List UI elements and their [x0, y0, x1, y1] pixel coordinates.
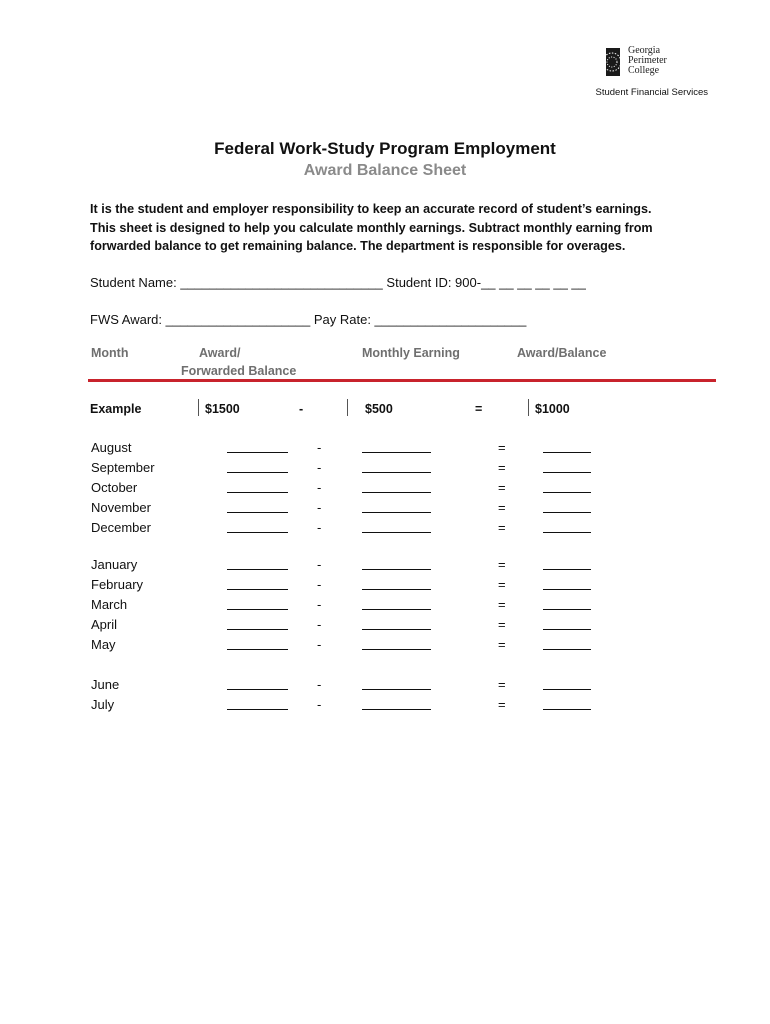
award-forwarded-blank[interactable] [227, 460, 288, 473]
equals-sign: = [498, 597, 506, 612]
month-label: December [91, 520, 151, 535]
month-label: September [91, 460, 155, 475]
award-balance-blank[interactable] [543, 617, 591, 630]
table-row [0, 440, 770, 460]
award-forwarded-blank[interactable] [227, 697, 288, 710]
minus-sign: - [317, 577, 322, 592]
minus-sign: - [317, 597, 322, 612]
column-divider [347, 399, 348, 416]
month-label: May [91, 637, 116, 652]
table-row [0, 520, 770, 540]
award-forwarded-blank[interactable] [227, 637, 288, 650]
monthly-earning-blank[interactable] [362, 480, 431, 493]
award-balance-blank[interactable] [543, 677, 591, 690]
table-row [0, 697, 770, 717]
minus-sign: - [317, 520, 322, 535]
award-balance-blank[interactable] [543, 637, 591, 650]
award-balance-blank[interactable] [543, 440, 591, 453]
award-forwarded-blank[interactable] [227, 597, 288, 610]
minus-sign: - [317, 697, 322, 712]
month-label: April [91, 617, 118, 632]
award-balance-blank[interactable] [543, 500, 591, 513]
award-forwarded-blank[interactable] [227, 520, 288, 533]
minus-sign: - [317, 500, 322, 515]
minus-sign: - [317, 637, 322, 652]
award-forwarded-blank[interactable] [227, 577, 288, 590]
equals-sign: = [498, 637, 506, 652]
student-info-line [90, 275, 586, 290]
equals-sign: = [498, 577, 506, 592]
logo-line-3: College [628, 65, 660, 76]
table-row [0, 480, 770, 500]
intro-line-1: It is the student and employer responsibility to keep an accurate record of student’s earnings. [90, 202, 652, 216]
intro-line-3: forwarded balance to get remaining balance. The department is responsible for overages. [90, 239, 626, 253]
logo-line-1: Georgia [628, 45, 661, 56]
award-info-line [90, 312, 526, 327]
minus-sign: - [317, 677, 322, 692]
award-balance-blank[interactable] [543, 577, 591, 590]
equals-sign: = [498, 500, 506, 515]
college-logo-text [628, 46, 667, 76]
header-month: Month [91, 346, 129, 360]
monthly-earning-blank[interactable] [362, 577, 431, 590]
month-label: February [91, 577, 144, 592]
month-label: July [91, 697, 115, 712]
logo-line-2: Perimeter [628, 55, 667, 66]
example-balance: $1000 [535, 402, 570, 416]
month-label: June [91, 677, 120, 692]
equals-sign: = [498, 520, 506, 535]
table-row [0, 460, 770, 480]
award-balance-blank[interactable] [543, 520, 591, 533]
student-name-field[interactable]: Student Name: ____________________________ [90, 275, 383, 290]
table-row [0, 677, 770, 697]
award-forwarded-blank[interactable] [227, 677, 288, 690]
award-forwarded-blank[interactable] [227, 500, 288, 513]
intro-line-2: This sheet is designed to help you calculate monthly earnings. Subtract monthly earning from [90, 220, 653, 235]
header-monthly-earning: Monthly Earning [362, 346, 460, 360]
equals-sign: = [498, 480, 506, 495]
equals-sign: = [498, 460, 506, 475]
example-equals: = [475, 402, 483, 416]
minus-sign: - [317, 460, 322, 475]
minus-sign: - [317, 557, 322, 572]
equals-sign: = [498, 557, 506, 572]
month-label: March [91, 597, 128, 612]
column-divider [528, 399, 529, 416]
equals-sign: = [498, 617, 506, 632]
student-id-field[interactable]: Student ID: 900-__ __ __ __ __ __ [386, 275, 586, 290]
monthly-earning-blank[interactable] [362, 440, 431, 453]
example-award: $1500 [205, 402, 240, 416]
equals-sign: = [498, 677, 506, 692]
monthly-earning-blank[interactable] [362, 637, 431, 650]
minus-sign: - [317, 617, 322, 632]
month-label: November [91, 500, 151, 515]
award-forwarded-blank[interactable] [227, 617, 288, 630]
award-balance-blank[interactable] [543, 697, 591, 710]
intro-paragraph [90, 200, 690, 256]
department-name: Student Financial Services [595, 87, 708, 98]
example-label: Example [90, 402, 142, 416]
minus-sign: - [317, 480, 322, 495]
header-award-line1: Award/ [199, 346, 241, 360]
college-logo [596, 46, 716, 80]
fws-award-field[interactable]: FWS Award: ____________________ [90, 312, 311, 327]
month-label: January [91, 557, 138, 572]
table-row [0, 597, 770, 617]
example-minus: - [299, 402, 304, 416]
equals-sign: = [498, 697, 506, 712]
award-forwarded-blank[interactable] [227, 480, 288, 493]
header-award-balance: Award/Balance [517, 346, 607, 360]
table-row [0, 557, 770, 577]
monthly-earning-blank[interactable] [362, 677, 431, 690]
example-earning: $500 [365, 402, 393, 416]
monthly-earning-blank[interactable] [362, 597, 431, 610]
award-balance-blank[interactable] [543, 480, 591, 493]
table-row [0, 577, 770, 597]
table-row [0, 637, 770, 657]
monthly-earning-blank[interactable] [362, 500, 431, 513]
header-award-line2: Forwarded Balance [181, 364, 297, 378]
award-balance-blank[interactable] [543, 557, 591, 570]
month-label: August [91, 440, 132, 455]
pay-rate-field[interactable]: Pay Rate: _____________________ [313, 312, 527, 327]
monthly-earning-blank[interactable] [362, 520, 431, 533]
table-row [0, 617, 770, 637]
page-subtitle: Award Balance Sheet [303, 162, 467, 179]
column-divider [198, 399, 199, 416]
award-balance-blank[interactable] [543, 460, 591, 473]
monthly-earning-blank[interactable] [362, 617, 431, 630]
equals-sign: = [498, 440, 506, 455]
monthly-earning-blank[interactable] [362, 697, 431, 710]
month-label: October [91, 480, 138, 495]
table-row [0, 500, 770, 520]
page-title: Federal Work-Study Program Employment [214, 139, 556, 158]
monthly-earning-blank[interactable] [362, 460, 431, 473]
award-forwarded-blank[interactable] [227, 440, 288, 453]
college-logo-mark [596, 46, 624, 78]
header-divider [88, 379, 716, 382]
minus-sign: - [317, 440, 322, 455]
monthly-earning-blank[interactable] [362, 557, 431, 570]
award-forwarded-blank[interactable] [227, 557, 288, 570]
award-balance-blank[interactable] [543, 597, 591, 610]
